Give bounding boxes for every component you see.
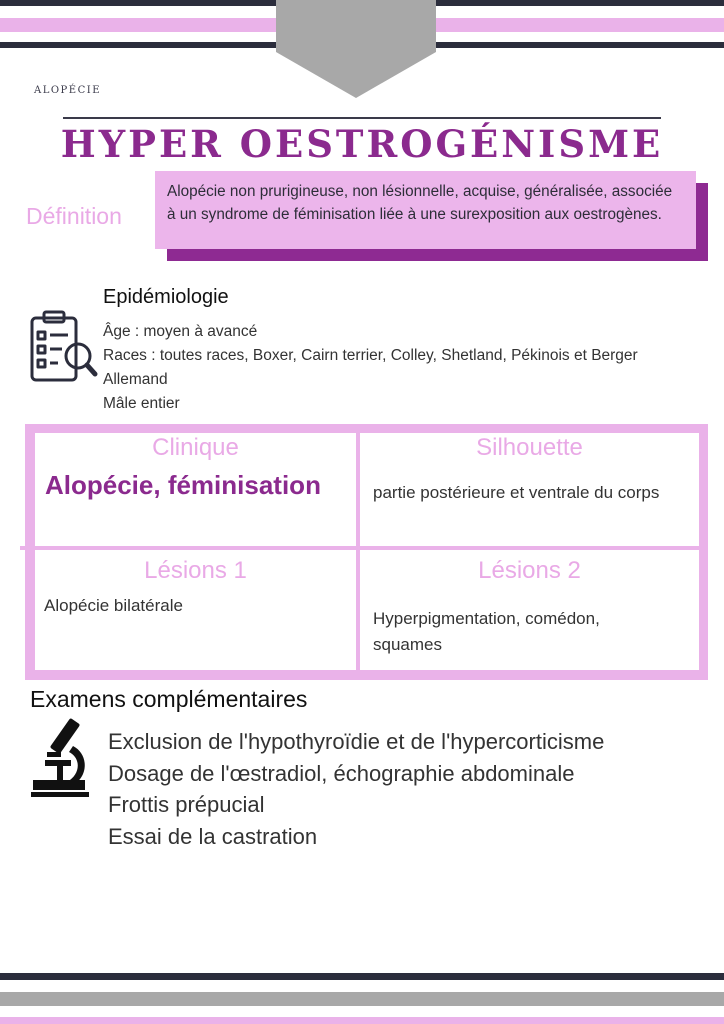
exams-title: Examens complémentaires [30,686,308,712]
exam-item: Exclusion de l'hypothyroïdie et de l'hypercorticisme [108,729,605,754]
exam-item: Dosage de l'œstradiol, échographie abdominale [108,760,575,786]
bottom-stripe-navy [0,973,724,980]
lesions2-heading: Lésions 2 [478,557,581,584]
title-rule [63,117,661,119]
silhouette-heading: Silhouette [476,434,583,461]
bottom-stripe-pink [0,1017,724,1024]
clipboard-magnifier-icon [26,308,98,390]
lesions1-heading: Lésions 1 [144,557,247,584]
epidemiology-age: Âge : moyen à avancé [103,323,258,340]
silhouette-text: partie postérieure et ventrale du corps [373,483,660,502]
grid-divider-horizontal [20,546,705,550]
clinique-text: Alopécie, féminisation [45,470,321,500]
banner-pennant [276,0,436,98]
category-label: ALOPÉCIE [34,85,101,96]
definition-box [155,171,696,249]
microscope-icon [27,716,93,798]
bottom-stripe-gray [0,992,724,1006]
lesions2-text: Hyperpigmentation, comédon, squames [373,609,600,654]
grid-divider-vertical [356,433,360,670]
page-title: HYPER OESTROGÉNISME [60,122,664,166]
definition-text: Alopécie non prurigineuse, non lésionnelle, acquise, généralisée, associée à un syndrome de féminisation liée à une surexposition aux oestrogènes. [167,183,673,223]
clinique-heading: Clinique [152,434,239,461]
definition-label: Définition [26,203,122,229]
epidemiology-list [103,320,703,416]
epidemiology-races: Races : toutes races, Boxer, Cairn terrier, Colley, Shetland, Pékinois et Berger Allemand [103,347,638,388]
epidemiology-title: Epidémiologie [103,286,229,308]
lesions1-text: Alopécie bilatérale [44,596,183,615]
exams-list [108,726,708,852]
exam-item: Essai de la castration [108,823,318,849]
exam-item: Frottis prépucial [108,792,265,817]
epidemiology-sex: Mâle entier [103,395,180,412]
